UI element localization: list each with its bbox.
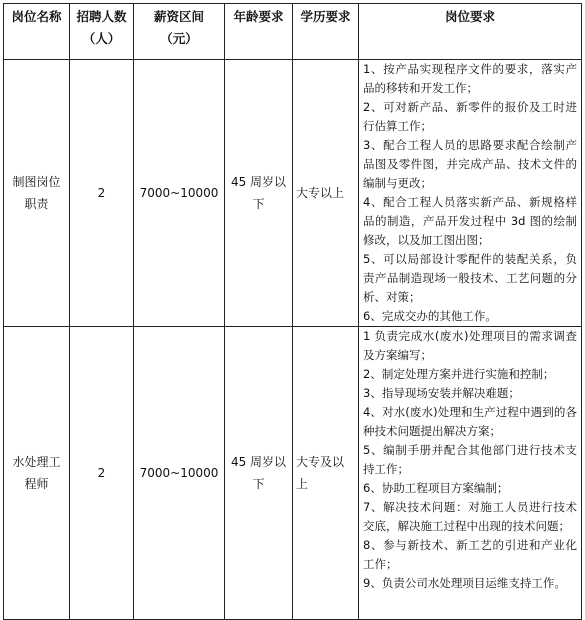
cell-position: 水处理工 程师 (4, 327, 70, 620)
cell-age: 45 周岁以 下 (225, 327, 293, 620)
duty-item: 3、指导现场安装并解决难题； (363, 386, 520, 400)
duty-item: 5、可以局部设计零配件的装配关系，负责产品制造现场一般技术、工艺问题的分析、对策； (363, 252, 577, 304)
cell-salary: 7000~10000 (134, 60, 225, 327)
duty-item: 5、编制手册并配合其他部门进行技术支持工作； (363, 443, 577, 476)
cell-count: 2 (70, 327, 134, 620)
cell-education: 大专及以 上 (293, 327, 359, 620)
header-salary: 薪资区间 （元） (134, 4, 225, 60)
header-count: 招聘人数 （人） (70, 4, 134, 60)
table-row (4, 327, 582, 620)
duty-item: 4、对水(废水)处理和生产过程中遇到的各种技术问题提出解决方案； (363, 405, 577, 438)
cell-position: 制图岗位 职责 (4, 60, 70, 327)
cell-salary: 7000~10000 (134, 327, 225, 620)
table-row (4, 60, 582, 327)
cell-count: 2 (70, 60, 134, 327)
cell-age: 45 周岁以 下 (225, 60, 293, 327)
duty-item: 4、配合工程人员落实新产品、新规格样品的制造，产品开发过程中 3d 图的绘制修改，以及加工图出图； (363, 195, 577, 247)
duty-item: 3、配合工程人员的思路要求配合绘制产品图及零件图，并完成产品、技术文件的编制与更改； (363, 138, 577, 190)
cell-duties (359, 327, 582, 620)
header-education: 学历要求 (293, 4, 359, 60)
header-row (4, 4, 582, 60)
cell-duties (359, 60, 582, 327)
duty-item: 6、完成交办的其他工作。 (363, 309, 497, 323)
duty-item: 1、按产品实现程序文件的要求，落实产品的移转和开发工作； (363, 62, 577, 95)
duty-item: 6、协助工程项目方案编制； (363, 481, 509, 495)
duty-item: 9、负责公司水处理项目运维支持工作。 (363, 576, 566, 590)
header-duties: 岗位要求 (359, 4, 582, 60)
duty-item: 8、参与新技术、新工艺的引进和产业化工作； (363, 538, 577, 571)
duty-item: 2、可对新产品、新零件的报价及工时进行估算工作； (363, 100, 577, 133)
duty-item: 1 负责完成水(废水)处理项目的需求调查及方案编写； (363, 329, 577, 362)
header-age: 年龄要求 (225, 4, 293, 60)
job-table (3, 3, 582, 620)
duty-item: 7、解决技术问题：对施工人员进行技术交底，解决施工过程中出现的技术问题； (363, 500, 577, 533)
duty-item: 2、制定处理方案并进行实施和控制； (363, 367, 555, 381)
cell-education: 大专以上 (293, 60, 359, 327)
header-position: 岗位名称 (4, 4, 70, 60)
